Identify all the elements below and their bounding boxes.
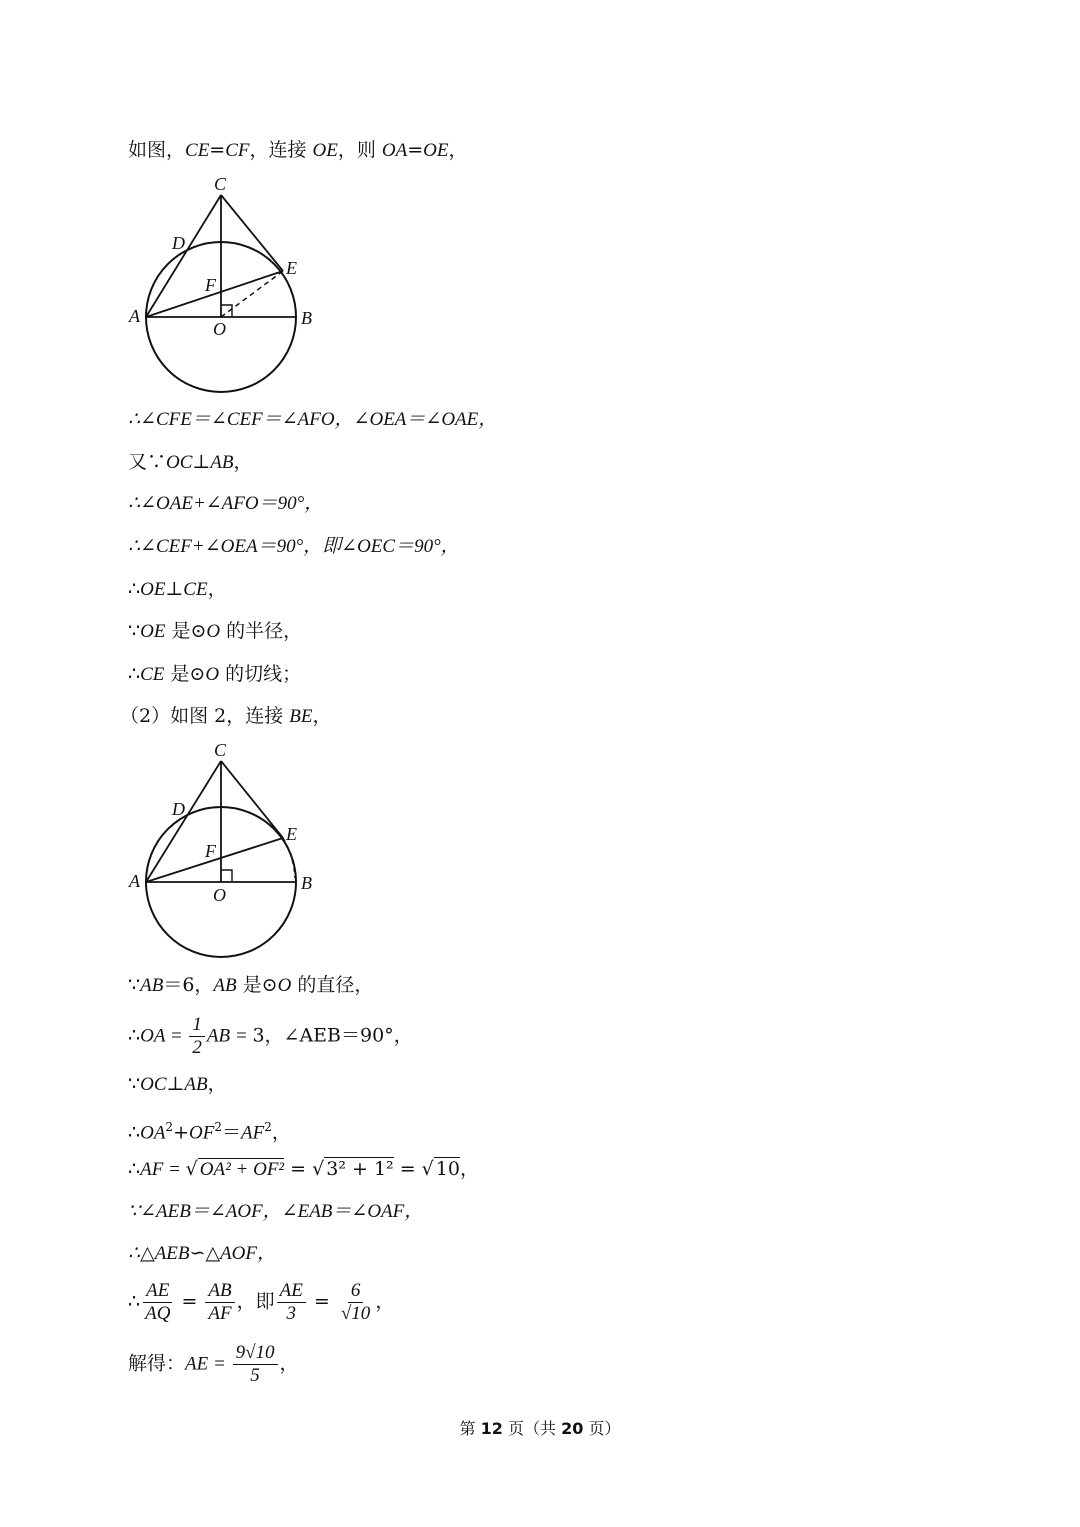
sol-step-3: ∵OC⊥AB， [128, 1073, 227, 1095]
label-d-2: D [172, 799, 185, 819]
label-c-2: C [214, 740, 227, 760]
figure-2 [120, 736, 320, 961]
label-a: A [129, 306, 140, 326]
step-2: 又∵OC⊥AB， [128, 451, 253, 473]
part-2-heading: （2）如图 2，连接 BE， [120, 705, 332, 727]
label-o-2: O [213, 885, 226, 905]
sol-step-8: ∴ $\frac{AE}{AQ}$ = $\frac{AB}{AF}$ ，即 $\frac{AE}{3}$ = $\frac{6}{√10}$ ， [128, 1280, 395, 1324]
label-d: D [172, 233, 185, 253]
step-7: ∴CE 是⊙O 的切线； [128, 663, 302, 685]
step-4: ∴∠CEF+∠OEA＝90°，即∠OEC＝90°， [128, 536, 460, 557]
step-3: ∴∠OAE+∠AFO＝90°， [128, 493, 324, 514]
label-a-2: A [129, 871, 140, 891]
sol-step-4: $\therefore OA^2+OF^2=AF^2$， [128, 1120, 291, 1144]
segment-ac-2 [146, 761, 221, 882]
label-e: E [286, 258, 297, 278]
label-b-2: B [301, 873, 312, 893]
label-o: O [213, 319, 226, 339]
segment-ce [221, 195, 283, 271]
sol-step-6: ∵∠AEB＝∠AOF，∠EAB＝∠OAF， [128, 1201, 424, 1222]
sol-step-1: ∵AB＝6，AB 是⊙O 的直径， [128, 974, 374, 996]
sol-step-2: ∴OA = $\frac{1}{2}$ AB = 3，∠AEB＝90°， [128, 1014, 413, 1058]
label-c: C [214, 174, 227, 194]
sol-step-9: 解得：AE = $\frac{9√10}{5}$ ， [128, 1342, 299, 1386]
statement-line-1: 如图，CE=CF，连接 OE，则 OA=OE， [128, 139, 468, 161]
sol-step-5: ∴AF = √ OA² + OF² = √ 3² + 1² = √ 10， [128, 1158, 479, 1180]
step-6: ∵OE 是⊙O 的半径， [128, 620, 303, 642]
step-1: ∴∠CFE＝∠CEF＝∠AFO，∠OEA＝∠OAE， [128, 409, 498, 430]
segment-oe-dashed [221, 271, 283, 317]
label-b: B [301, 308, 312, 328]
right-angle-mark-2 [221, 870, 232, 882]
sol-step-7: ∴△AEB∽△AOF， [128, 1243, 276, 1264]
segment-ce-2 [221, 761, 283, 838]
step-5: ∴OE⊥CE， [128, 578, 227, 600]
segment-ac [146, 195, 221, 317]
figure-1 [120, 170, 320, 395]
label-f: F [205, 275, 216, 295]
label-e-2: E [286, 824, 297, 844]
label-f-2: F [205, 841, 216, 861]
fraction-one-half: $\frac{1}{2}$ [189, 1014, 205, 1059]
page-footer: 第 12 页（共 20 页） [459, 1419, 621, 1438]
